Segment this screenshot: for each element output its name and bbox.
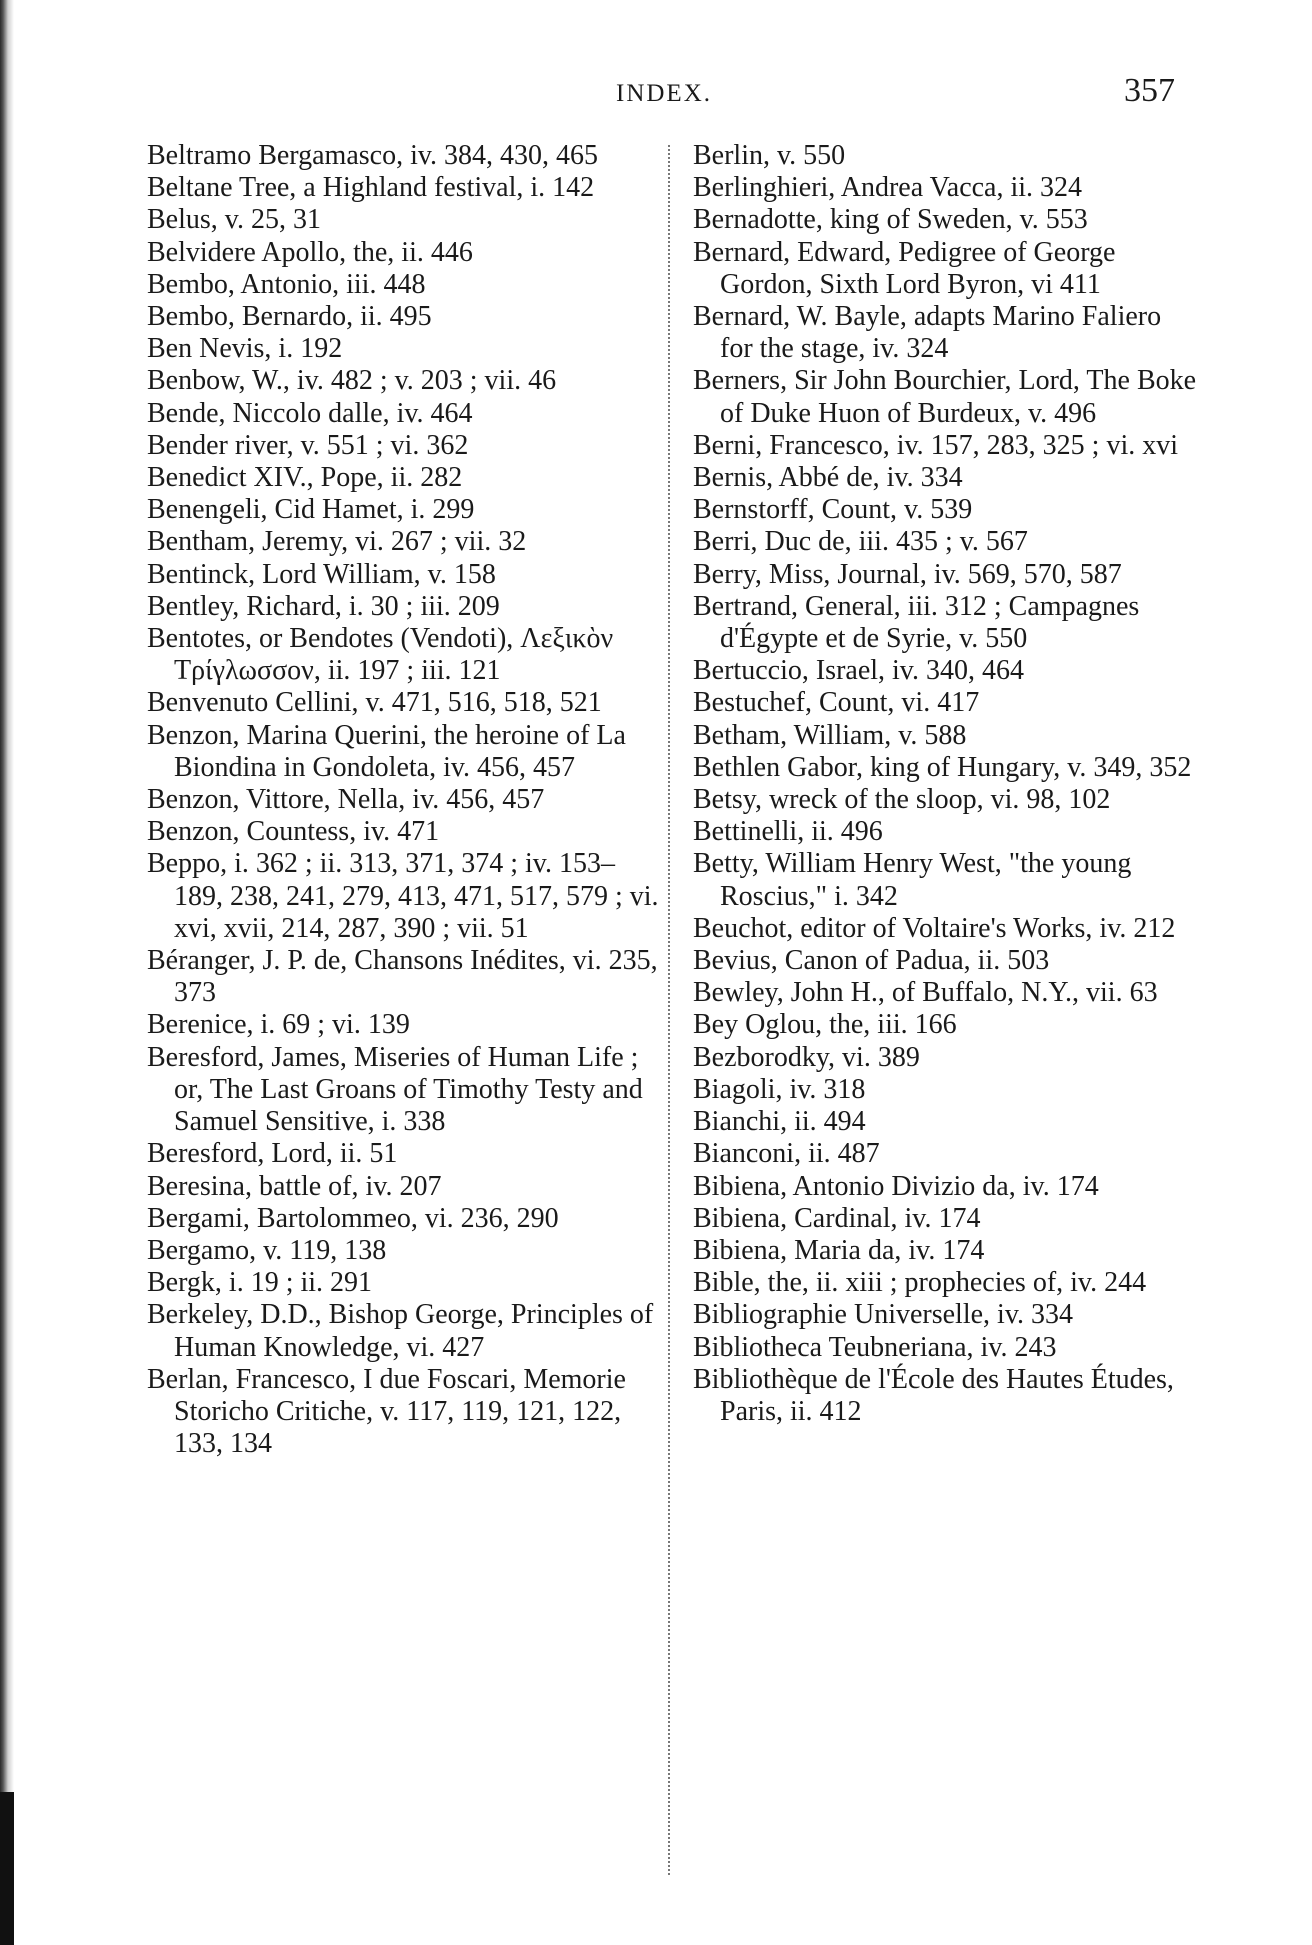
index-entry: Bernstorff, Count, v. 539 xyxy=(693,494,973,526)
index-entry: Berri, Duc de, iii. 435 ; v. 567 xyxy=(693,526,1028,558)
index-entry: Benzon, Countess, iv. 471 xyxy=(147,816,440,848)
index-entry: Beuchot, editor of Voltaire's Works, iv. 212 xyxy=(693,912,1176,944)
index-entry: Berlin, v. 550 xyxy=(693,140,846,171)
index-entry: Bibliothèque de l'École des Hautes Études, Paris, ii. 412 xyxy=(693,1363,1174,1427)
page-number: 357 xyxy=(1124,72,1175,109)
running-title: INDEX. xyxy=(616,80,713,107)
index-entry: Bibliographie Universelle, iv. 334 xyxy=(693,1299,1073,1331)
index-entry: Bender river, v. 551 ; vi. 362 xyxy=(147,429,469,461)
index-entry: Bernis, Abbé de, iv. 334 xyxy=(693,462,963,494)
index-entry: Bernadotte, king of Sweden, v. 553 xyxy=(693,204,1088,236)
index-entry: Bevius, Canon of Padua, ii. 503 xyxy=(693,945,1050,977)
column-divider xyxy=(668,145,670,1875)
index-entry: Beresford, Lord, ii. 51 xyxy=(147,1138,398,1170)
index-entry: Benbow, W., iv. 482 ; v. 203 ; vii. 46 xyxy=(147,365,557,397)
index-entry: Bestuchef, Count, vi. 417 xyxy=(693,687,980,719)
index-entry: Bethlen Gabor, king of Hungary, v. 349, 352 xyxy=(693,751,1192,783)
index-entry: Benengeli, Cid Hamet, i. 299 xyxy=(147,494,475,526)
index-entry: Bergamo, v. 119, 138 xyxy=(147,1234,387,1266)
index-column-right xyxy=(693,140,1198,1428)
index-entry: Bible, the, ii. xiii ; prophecies of, iv. 244 xyxy=(693,1267,1147,1299)
index-entry: Beresford, James, Miseries of Human Life ; or, The Last Groans of Timothy Testy and Samuel Sensitive, i. 338 xyxy=(147,1041,643,1138)
index-entry: Bembo, Antonio, iii. 448 xyxy=(147,268,426,300)
index-entry: Bettinelli, ii. 496 xyxy=(693,816,883,848)
scan-edge xyxy=(0,1792,14,1945)
index-entry: Berry, Miss, Journal, iv. 569, 570, 587 xyxy=(693,558,1122,590)
page-header xyxy=(0,72,1312,122)
index-entry: Ben Nevis, i. 192 xyxy=(147,333,343,365)
index-entry: Betsy, wreck of the sloop, vi. 98, 102 xyxy=(693,784,1111,816)
index-entry: Benzon, Marina Querini, the heroine of La Biondina in Gondoleta, iv. 456, 457 xyxy=(147,719,626,783)
index-entry: Bezborodky, vi. 389 xyxy=(693,1041,920,1073)
index-entry: Bibiena, Cardinal, iv. 174 xyxy=(693,1202,981,1234)
index-entry: Benedict XIV., Pope, ii. 282 xyxy=(147,462,463,494)
index-entry: Bewley, John H., of Buffalo, N.Y., vii. 63 xyxy=(693,977,1158,1009)
index-entry: Bibiena, Antonio Divizio da, iv. 174 xyxy=(693,1170,1099,1202)
index-entry: Berlinghieri, Andrea Vacca, ii. 324 xyxy=(693,172,1083,204)
index-entry: Bende, Niccolo dalle, iv. 464 xyxy=(147,397,473,429)
index-entry: Berni, Francesco, iv. 157, 283, 325 ; vi. xvi xyxy=(693,429,1179,461)
index-entry: Bergami, Bartolommeo, vi. 236, 290 xyxy=(147,1202,559,1234)
index-entry: Berlan, Francesco, I due Foscari, Memorie Storicho Critiche, v. 117, 119, 121, 122, 133, 134 xyxy=(147,1363,626,1460)
index-entry: Bergk, i. 19 ; ii. 291 xyxy=(147,1267,373,1299)
index-entry: Biagoli, iv. 318 xyxy=(693,1073,866,1105)
book-spine-shadow xyxy=(0,0,14,1945)
index-entry: Betham, William, v. 588 xyxy=(693,719,967,751)
index-entry: Bernard, Edward, Pedigree of George Gordon, Sixth Lord Byron, vi 411 xyxy=(693,236,1116,300)
index-entry: Bentham, Jeremy, vi. 267 ; vii. 32 xyxy=(147,526,527,558)
index-entry: Belus, v. 25, 31 xyxy=(147,204,321,236)
index-entry: Beppo, i. 362 ; ii. 313, 371, 374 ; iv. 153–189, 238, 241, 279, 413, 471, 517, 579 ; vi. xvi, xvii, 214, 287, 390 ; vii. 51 xyxy=(147,848,659,944)
index-entry: Bembo, Bernardo, ii. 495 xyxy=(147,301,432,333)
index-entry: Bey Oglou, the, iii. 166 xyxy=(693,1009,957,1041)
index-entry: Bianchi, ii. 494 xyxy=(693,1106,866,1138)
index-entry: Bibiena, Maria da, iv. 174 xyxy=(693,1234,985,1266)
index-entry: Benvenuto Cellini, v. 471, 516, 518, 521 xyxy=(147,687,602,719)
index-entry: Berners, Sir John Bourchier, Lord, The Boke of Duke Huon of Burdeux, v. 496 xyxy=(693,365,1197,429)
index-entry: Betty, William Henry West, "the young Roscius," i. 342 xyxy=(693,848,1132,912)
index-entry: Berkeley, D.D., Bishop George, Principles of Human Knowledge, vi. 427 xyxy=(147,1299,654,1363)
index-entry: Benzon, Vittore, Nella, iv. 456, 457 xyxy=(147,784,545,816)
index-entry: Berenice, i. 69 ; vi. 139 xyxy=(147,1009,410,1041)
index-entry: Bianconi, ii. 487 xyxy=(693,1138,880,1170)
index-entry: Bentinck, Lord William, v. 158 xyxy=(147,558,496,590)
index-entry: Belvidere Apollo, the, ii. 446 xyxy=(147,236,473,268)
index-entry: Bibliotheca Teubneriana, iv. 243 xyxy=(693,1331,1057,1363)
index-entry: Beltramo Bergamasco, iv. 384, 430, 465 xyxy=(147,140,599,171)
index-entry: Bertuccio, Israel, iv. 340, 464 xyxy=(693,655,1024,687)
index-entry: Beltane Tree, a Highland festival, i. 142 xyxy=(147,172,595,204)
index-entry: Beresina, battle of, iv. 207 xyxy=(147,1170,442,1202)
index-entry: Bertrand, General, iii. 312 ; Campagnes d'Égypte et de Syrie, v. 550 xyxy=(693,590,1140,655)
index-entry: Bentley, Richard, i. 30 ; iii. 209 xyxy=(147,590,500,622)
index-entry: Bernard, W. Bayle, adapts Marino Faliero for the stage, iv. 324 xyxy=(693,301,1162,365)
index-entry: Bentotes, or Bendotes (Vendoti), Λεξικὸν Τρίγλωσσον, ii. 197 ; iii. 121 xyxy=(147,623,614,687)
index-column-left xyxy=(147,140,662,1460)
index-entry: Béranger, J. P. de, Chansons Inédites, vi. 235, 373 xyxy=(147,945,658,1009)
